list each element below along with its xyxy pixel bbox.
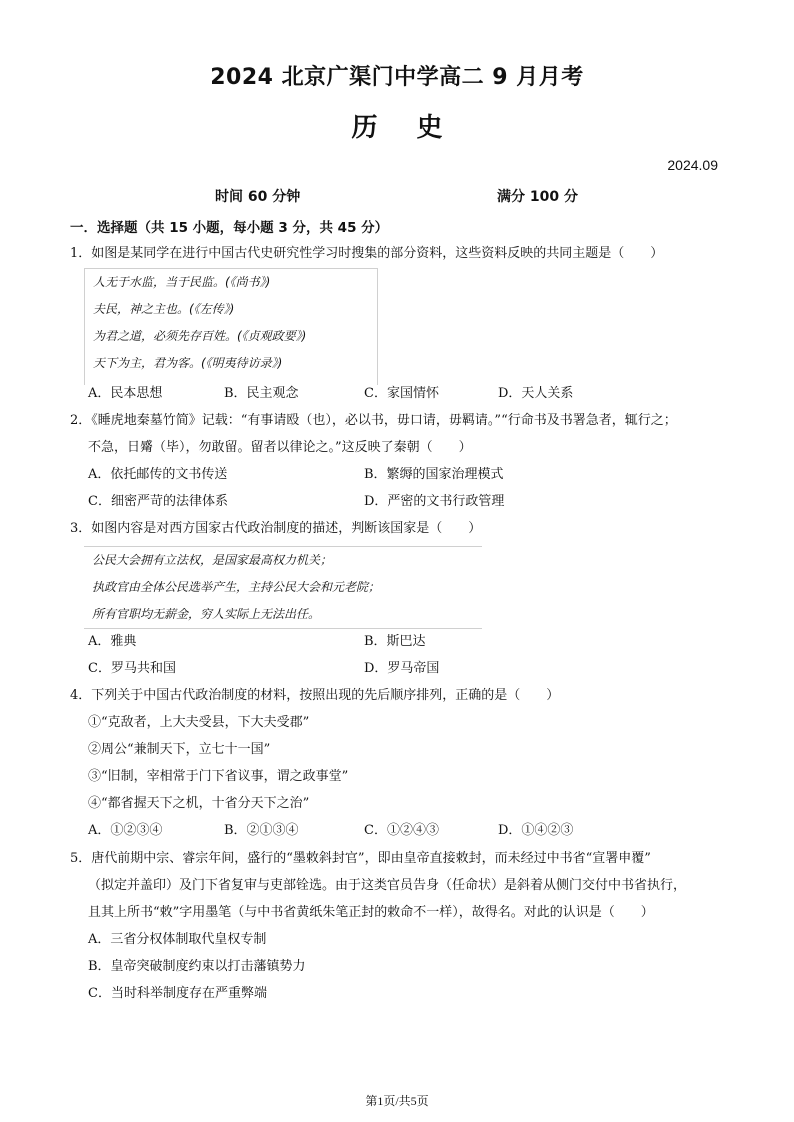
quote-4: 天下为主，君为客。(《明夷待访录》) [93, 356, 283, 370]
quote-1: 公民大会拥有立法权，是国家最高权力机关； [92, 553, 333, 567]
option-c[interactable]: C．罗马共和国 [88, 661, 176, 676]
question-1-options [88, 380, 724, 407]
option-b[interactable]: B．皇帝突破制度约束以打击藩镇势力 [88, 959, 306, 974]
option-c[interactable]: C．①②④③ [364, 823, 439, 838]
option-b[interactable]: B．繁缛的国家治理模式 [364, 467, 504, 482]
question-4-item-2: ②周公“兼制天下，立七十一国” [88, 742, 271, 757]
question-2 [70, 407, 724, 515]
question-4-stem: 4．下列关于中国古代政治制度的材料，按照出现的先后顺序排列，正确的是（ ） [70, 688, 560, 703]
option-d[interactable]: D．天人关系 [498, 386, 574, 401]
quote-3: 所有官职均无薪金，穷人实际上无法出任。 [92, 607, 321, 621]
option-c[interactable]: C．细密严苛的法律体系 [88, 494, 228, 509]
quote-2: 执政官由全体公民选举产生，主持公民大会和元老院； [92, 580, 381, 594]
question-4-item-4: ④“都省握天下之机，十省分天下之治” [88, 796, 310, 811]
question-3-stem: 3．如图内容是对西方国家古代政治制度的描述，判断该国家是（ ） [70, 521, 482, 536]
question-2-stem-line-1: 2．《睡虎地秦墓竹简》记载：“有事请殴（也），必以书，毋口请，毋羁请。”“行命书及书署急者，辄行之； [70, 413, 677, 428]
question-4 [70, 682, 724, 844]
option-b[interactable]: B．②①③④ [224, 823, 299, 838]
option-d[interactable]: D．①④②③ [498, 823, 574, 838]
option-a[interactable]: A．依托邮传的文书传送 [88, 467, 228, 482]
exam-time: 时间 60 分钟 [215, 189, 301, 205]
question-5-stem-line-3: 且其上所书“敕”字用墨笔（与中书省黄纸朱笔正封的敕命不一样），故得名。对此的认识是（ ） [88, 905, 654, 920]
page-footer: 第1页/共5页 [365, 1094, 429, 1108]
option-b[interactable]: B．斯巴达 [364, 634, 426, 649]
question-1 [70, 240, 724, 267]
question-1-stem: 1．如图是某同学在进行中国古代史研究性学习时搜集的部分资料，这些资料反映的共同主题是（ ） [70, 246, 664, 261]
quote-2: 夫民，神之主也。(《左传》) [93, 302, 235, 316]
question-3-options [88, 628, 724, 682]
option-b[interactable]: B．民主观念 [224, 386, 299, 401]
exam-subject: 历 史 [351, 113, 443, 143]
question-4-item-3: ③“旧制，宰相常于门下省议事，谓之政事堂” [88, 769, 349, 784]
question-1-source-box [84, 268, 378, 385]
exam-score: 满分 100 分 [497, 189, 578, 205]
section-heading: 一．选择题（共 15 小题，每小题 3 分，共 45 分） [70, 220, 389, 236]
exam-title: 2024 北京广渠门中学高二 9 月月考 [210, 65, 584, 90]
quote-1: 人无于水监，当于民监。(《尚书》) [93, 275, 271, 289]
question-5-stem-line-2: （拟定并盖印）及门下省复审与吏部铨选。由于这类官员告身（任命状）是斜着从侧门交付中书省执行， [88, 878, 687, 893]
option-a[interactable]: A．①②③④ [88, 823, 163, 838]
question-4-item-1: ①“克敌者，上大夫受县，下大夫受郡” [88, 715, 310, 730]
question-5-stem-line-1: 5．唐代前期中宗、睿宗年间，盛行的“墨敕斜封官”，即由皇帝直接敕封，而未经过中书省“宣署申覆” [70, 851, 651, 866]
question-3-source-box [84, 546, 482, 629]
option-a[interactable]: A．民本思想 [88, 386, 163, 401]
option-a[interactable]: A．雅典 [88, 634, 137, 649]
option-c[interactable]: C．家国情怀 [364, 386, 439, 401]
quote-3: 为君之道，必须先存百姓。(《贞观政要》) [93, 329, 307, 343]
question-5 [70, 845, 724, 1007]
question-3 [70, 515, 724, 542]
option-d[interactable]: D．罗马帝国 [364, 661, 440, 676]
option-c[interactable]: C．当时科举制度存在严重弊端 [88, 986, 267, 1001]
question-2-stem-line-2: 不急，日觱（毕），勿敢留。留者以律论之。”这反映了秦朝（ ） [88, 440, 472, 455]
option-a[interactable]: A．三省分权体制取代皇权专制 [88, 932, 267, 947]
exam-date: 2024.09 [667, 157, 718, 173]
option-d[interactable]: D．严密的文书行政管理 [364, 494, 505, 509]
